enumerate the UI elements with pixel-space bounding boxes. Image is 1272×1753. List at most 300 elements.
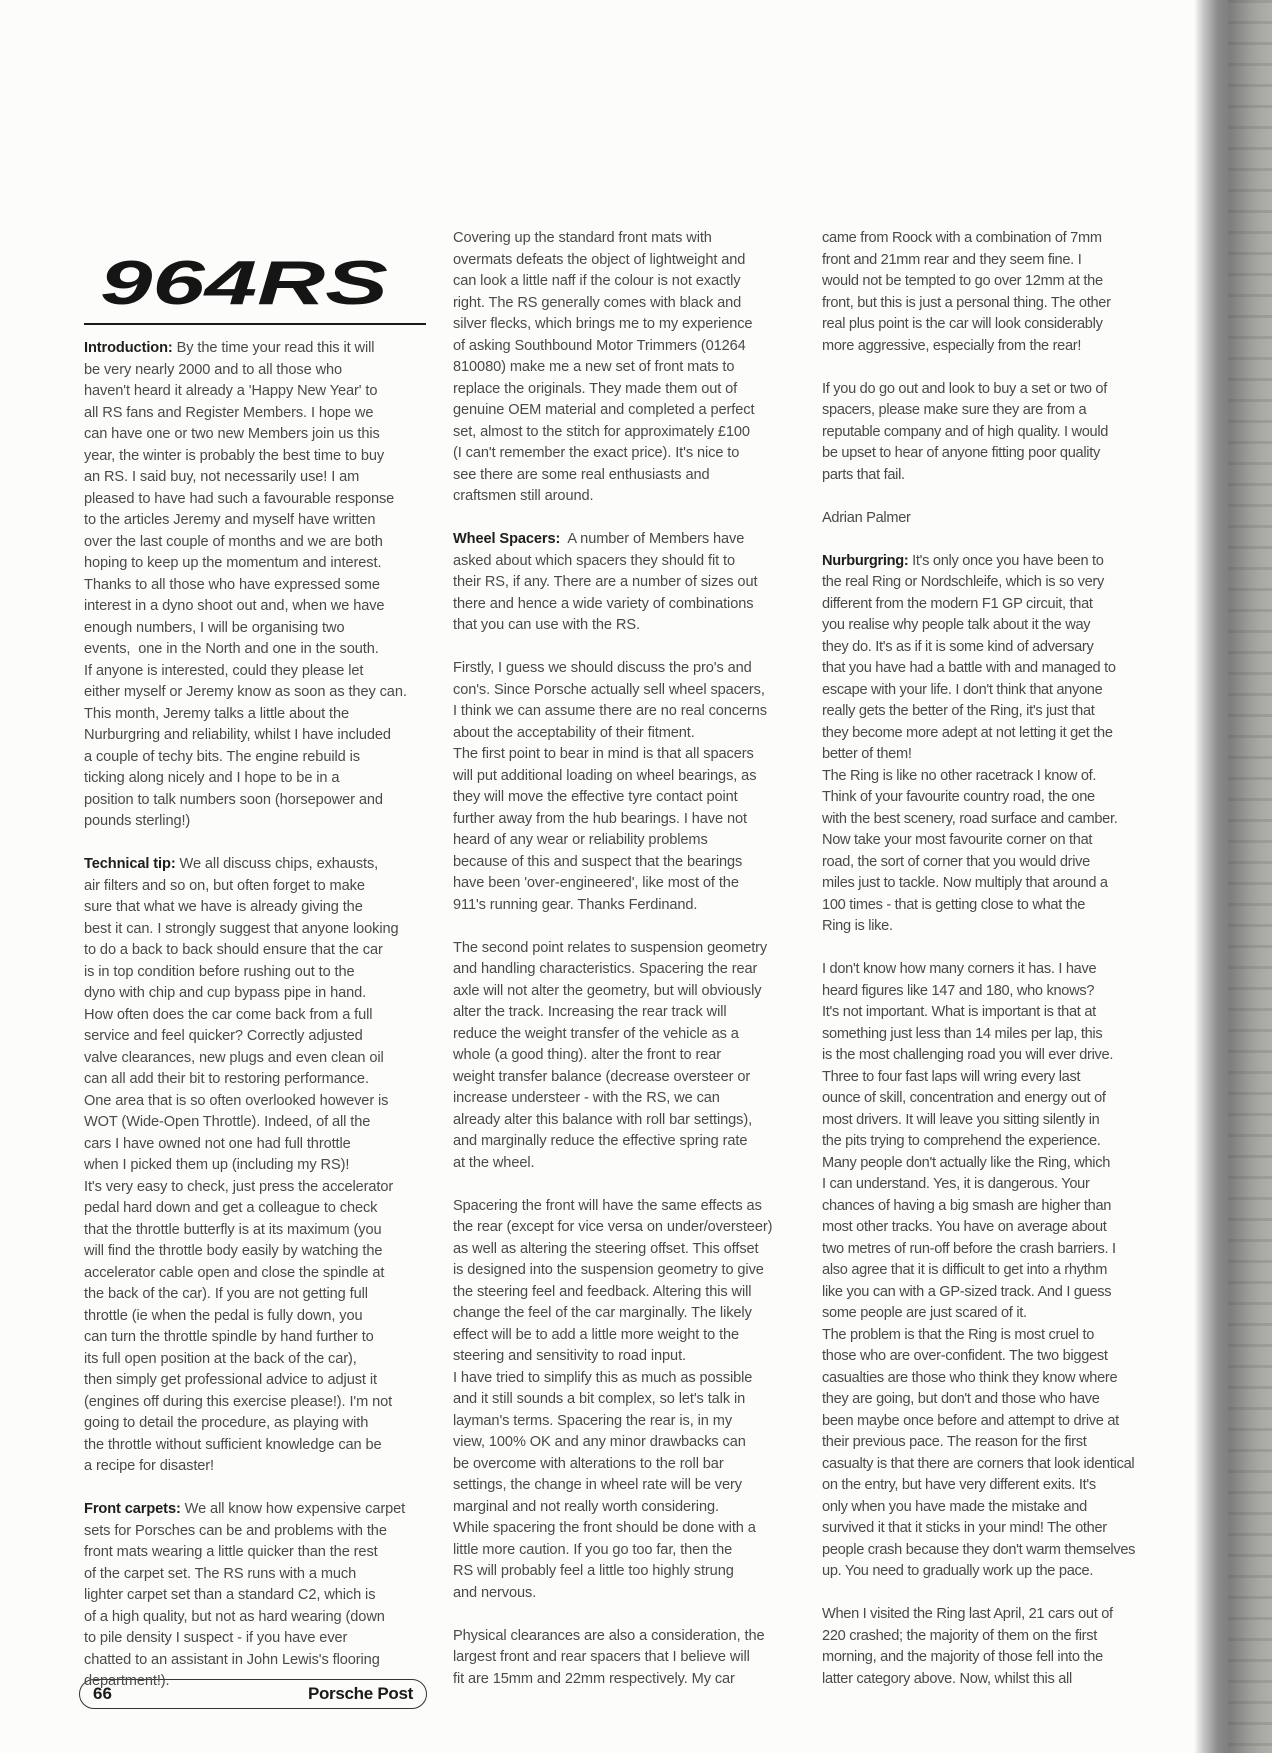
line-text: fit are 15mm and 22mm respectively. My car [453,1670,735,1687]
line-text: their previous pace. The reason for the first [822,1434,1087,1450]
text-line [453,422,798,444]
line-text: front mats wearing a little quicker than the rest [84,1544,378,1560]
line-text: sure that what we have is already giving the [84,899,363,915]
line-text: the real Ring or Nordschleife, which is so very [822,574,1104,590]
text-line [84,1564,429,1586]
text-line [84,1263,429,1285]
text-line [822,1325,1167,1347]
line-text: about the acceptability of their fitment. [453,724,695,741]
facing-page-edge [1228,0,1272,1753]
line-text: heard of any wear or reliability problems [453,832,708,848]
line-text: at the wheel. [453,1154,535,1171]
line-text: their RS, if any. There are a number of sizes out [453,574,758,590]
line-text: RS will probably feel a little too highly strung [453,1563,734,1579]
text-line [84,1198,429,1220]
text-line [453,1088,798,1110]
line-text: 810080) make me a new set of front mats to [453,359,735,375]
text-line [84,1542,429,1564]
line-text: can turn the throttle spindle by hand further to [84,1329,374,1345]
line-text: have been 'over-engineered', like most of the [453,875,739,891]
text-line [84,1607,429,1629]
text-line [453,336,798,358]
paragraph-spacer [84,1478,429,1500]
text-line [84,1327,429,1349]
text-line [822,1002,1167,1024]
text-line [84,704,429,726]
text-line [84,790,429,812]
line-text: I don't know how many corners it has. I have [822,961,1097,977]
line-text: also agree that it is difficult to get into a rhythm [822,1262,1108,1278]
text-line [453,1239,798,1261]
line-text: and it still sounds a bit complex, so let's talk in [453,1391,746,1407]
text-line [822,400,1167,422]
text-line [453,1217,798,1239]
text-line [453,465,798,487]
line-text: largest front and rear spacers that I believe will [453,1649,750,1665]
line-text: This month, Jeremy talks a little about the [84,705,349,722]
line-text: We all discuss chips, exhausts, [175,856,379,872]
line-text: increase understeer - with the RS, we can [453,1090,720,1106]
line-text: that you have had a battle with and managed to [822,660,1116,676]
text-line [822,594,1167,616]
line-text: effect will be to add a little more weight to the [453,1326,740,1343]
line-text: Firstly, I guess we should discuss the pro's and [453,660,752,676]
line-text: will find the throttle body easily by watching the [84,1243,383,1259]
text-line [84,1456,429,1478]
text-line [453,1647,798,1669]
text-line [822,379,1167,401]
text-line [822,658,1167,680]
paragraph-spacer [822,486,1167,508]
line-text: 220 crashed; the majority of them on the first [822,1627,1097,1644]
line-text: best it can. I strongly suggest that anyone looking [84,920,399,937]
text-line [453,1475,798,1497]
text-line [453,1260,798,1282]
text-line [84,618,429,640]
line-text: casualties are those who think they know where [822,1369,1118,1386]
line-text: Ring is like. [822,918,893,934]
line-text: position to talk numbers soon (horsepower and [84,791,383,808]
line-text: weight transfer balance (decrease oversteer or [453,1068,751,1085]
text-line [84,1048,429,1070]
line-text: Now take your most favourite corner on that [822,832,1093,848]
text-line [822,1626,1167,1648]
line-text: pleased to have had such a favourable response [84,490,395,507]
line-text: Thanks to all those who have expressed some [84,576,380,593]
line-text: morning, and the majority of those fell into the [822,1649,1103,1665]
text-line [84,811,429,833]
line-text: is designed into the suspension geometry to give [453,1262,764,1278]
text-line [453,1110,798,1132]
paragraph-spacer [453,916,798,938]
text-line [84,381,429,403]
section-heading: Wheel Spacers: [453,531,561,547]
line-text: survived it that it sticks in your mind! The other [822,1520,1107,1536]
line-text: service and feel quicker? Correctly adjusted [84,1028,363,1044]
line-text: Think of your favourite country road, the one [822,789,1095,805]
text-line [453,1561,798,1583]
line-text: is the most challenging road you will ever drive. [822,1047,1114,1063]
text-line [822,572,1167,594]
line-text: been maybe once before and attempt to drive at [822,1412,1119,1429]
text-line [84,1005,429,1027]
text-line [84,983,429,1005]
text-line [453,766,798,788]
line-text: throttle (ie when the pedal is fully down, you [84,1307,363,1324]
text-line [822,916,1167,938]
line-text: Three to four fast laps will wring every last [822,1068,1081,1085]
text-line [84,747,429,769]
line-text: It's not important. What is important is that at [822,1004,1096,1020]
text-line [453,1282,798,1304]
text-line [453,594,798,616]
line-text: cars I have owned not one had full throttle [84,1135,351,1152]
text-line [84,1284,429,1306]
text-line [822,1217,1167,1239]
text-line [822,1497,1167,1519]
text-line [84,467,429,489]
text-line [84,424,429,446]
text-line [84,661,429,683]
line-text: came from Roock with a combination of 7mm [822,230,1102,246]
text-line [822,680,1167,702]
text-line [822,873,1167,895]
line-text: its full open position at the back of the car), [84,1350,357,1367]
line-text: over the last couple of months and we are both [84,533,383,550]
text-line [822,314,1167,336]
text-line [453,959,798,981]
text-line [822,1131,1167,1153]
line-text: people crash because they don't warm themselves [822,1541,1136,1558]
text-line [84,1134,429,1156]
article-title-logo [96,246,396,316]
line-text: casualty is that there are corners that look identical [822,1455,1135,1472]
line-text: It's only once you have been to [908,552,1104,569]
text-line [453,1669,798,1691]
text-line [453,293,798,315]
text-line [453,486,798,508]
text-line [84,876,429,898]
text-line [84,489,429,511]
text-line [453,357,798,379]
text-line [822,1303,1167,1325]
text-line [822,637,1167,659]
text-line [822,1368,1167,1390]
text-line [84,553,429,575]
text-line [453,1303,798,1325]
line-text: will put additional loading on wheel bearings, as [453,767,757,784]
line-text: on the entry, but have very different exits. It's [822,1477,1096,1493]
text-line [453,873,798,895]
text-line [822,1153,1167,1175]
line-text: then simply get professional advice to adjust it [84,1372,377,1388]
line-text: different from the modern F1 GP circuit, that [822,595,1093,612]
text-line [822,1196,1167,1218]
text-line [84,1091,429,1113]
line-text: some people are just scared of it. [822,1305,1027,1321]
text-line [84,1671,429,1693]
line-text: When I visited the Ring last April, 21 cars out of [822,1606,1113,1622]
text-line [822,895,1167,917]
text-line [84,1306,429,1328]
line-text: accelerator cable open and close the spindle at [84,1264,385,1281]
text-line [84,768,429,790]
title-divider [84,323,426,325]
text-line [453,658,798,680]
text-line [822,723,1167,745]
text-line [453,379,798,401]
text-line [822,1110,1167,1132]
line-text: (engines off during this exercise please!). I'm not [84,1393,393,1410]
paragraph-spacer [822,938,1167,960]
text-line [822,1174,1167,1196]
text-line [453,830,798,852]
text-line [84,510,429,532]
line-text: overmats defeats the object of lightweight and [453,251,746,268]
line-text: real plus point is the car will look considerably [822,316,1103,332]
line-text: would not be tempted to go over 12mm at the [822,273,1103,289]
text-line [84,1112,429,1134]
text-line [822,250,1167,272]
line-text: a recipe for disaster! [84,1458,215,1474]
line-text: you realise why people talk about it the way [822,617,1091,633]
text-line [822,787,1167,809]
text-line [84,1155,429,1177]
line-text: when I picked them up (including my RS)! [84,1157,350,1173]
line-text: I have tried to simplify this as much as possible [453,1369,753,1386]
line-text: reputable company and of high quality. I would [822,423,1109,440]
text-line [453,1024,798,1046]
text-line [84,940,429,962]
line-text: lighter carpet set than a standard C2, which is [84,1587,376,1603]
text-line [84,682,429,704]
text-line [822,1088,1167,1110]
text-line [84,639,429,661]
line-text: valve clearances, new plugs and even clean oil [84,1049,384,1066]
line-text: It's very easy to check, just press the accelerator [84,1178,394,1195]
text-line [453,1196,798,1218]
line-text: alter the track. Increasing the rear track will [453,1004,727,1020]
text-line [453,981,798,1003]
line-text: miles just to tackle. Now multiply that around a [822,875,1108,891]
text-line [822,1067,1167,1089]
paragraph-spacer [453,1174,798,1196]
text-line [84,596,429,618]
text-line [84,575,429,597]
text-line [822,443,1167,465]
text-line [453,1325,798,1347]
text-line [822,1411,1167,1433]
text-line [84,338,429,360]
line-text: marginal and not really worth considering. [453,1498,719,1515]
text-line [84,1435,429,1457]
text-line [84,1069,429,1091]
line-text: they are going, but don't and those who have [822,1391,1100,1407]
line-text: The first point to bear in mind is that all spacers [453,746,754,762]
line-text: already alter this balance with roll bar settings), [453,1111,753,1128]
text-line [822,293,1167,315]
text-line [822,508,1167,530]
line-text: most other tracks. You have on average about [822,1219,1107,1235]
text-line [84,532,429,554]
line-text: Nurburgring and reliability, whilst I have included [84,727,391,743]
text-line [822,422,1167,444]
line-text: two metres of run-off before the crash barriers. I [822,1240,1116,1257]
line-text: of the carpet set. The RS runs with a much [84,1565,357,1582]
text-line [822,1518,1167,1540]
line-text: to do a back to back should ensure that the car [84,942,383,958]
line-text: can have one or two new Members join us this [84,426,380,442]
paragraph-spacer [822,1583,1167,1605]
line-text: there and hence a wide variety of combinations [453,595,754,612]
line-text: By the time your read this it will [172,340,375,356]
line-text: those who are over-confident. The two biggest [822,1348,1108,1364]
magazine-name: Porsche Post [307,1684,413,1703]
text-line [822,852,1167,874]
page-number: 66 [93,1684,112,1703]
line-text: year, the winter is probably the best time to buy [84,447,385,464]
line-text: front and 21mm rear and they seem fine. I [822,251,1082,268]
line-text: all RS fans and Register Members. I hope we [84,404,374,421]
text-line [822,1647,1167,1669]
line-text: see there are some real enthusiasts and [453,466,710,483]
line-text: 100 times - that is getting close to what the [822,896,1086,913]
text-line [453,400,798,422]
line-text: silver flecks, which brings me to my experience [453,316,753,332]
line-text: that the throttle butterfly is at its maximum (you [84,1221,382,1238]
line-text: WOT (Wide-Open Throttle). Indeed, of all the [84,1114,371,1130]
paragraph-spacer [84,833,429,855]
line-text: most drivers. It will leave you sitting silently in [822,1111,1100,1128]
line-text: ticking along nicely and I hope to be in a [84,770,340,786]
line-text: reduce the weight transfer of the vehicle as a [453,1025,739,1042]
text-line [84,1177,429,1199]
line-text: something just less than 14 miles per lap, this [822,1025,1103,1042]
text-line [822,766,1167,788]
text-line [822,1282,1167,1304]
text-line [453,1002,798,1024]
line-text: they become more adept at not letting it get the [822,724,1113,741]
text-line [453,1131,798,1153]
text-line [822,1260,1167,1282]
line-text: chatted to an assistant in John Lewis's flooring [84,1651,380,1668]
text-line [453,680,798,702]
text-line [822,228,1167,250]
line-text: and nervous. [453,1584,537,1601]
text-line [822,830,1167,852]
text-line [84,1392,429,1414]
text-line [822,1045,1167,1067]
line-text: While spacering the front should be done with a [453,1520,756,1536]
text-line [453,1626,798,1648]
text-line [84,1370,429,1392]
line-text: Adrian Palmer [822,509,911,526]
text-line [453,895,798,917]
text-line [822,465,1167,487]
section-heading: Nurburgring: [822,552,909,569]
line-text: and handling characteristics. Spacering the rear [453,961,758,977]
line-text: latter category above. Now, whilst this all [822,1670,1072,1687]
line-text: 911's running gear. Thanks Ferdinand. [453,896,698,913]
text-line [822,1432,1167,1454]
line-text: We all know how expensive carpet [180,1501,406,1517]
line-text: an RS. I said buy, not necessarily use! I am [84,469,360,485]
line-text: genuine OEM material and completed a perfect [453,402,755,418]
text-line [84,1220,429,1242]
line-text: heard figures like 147 and 180, who knows? [822,982,1095,999]
line-text: either myself or Jeremy know as soon as they can. [84,684,407,700]
text-line [84,403,429,425]
line-text: be overcome with alterations to the roll bar [453,1455,724,1472]
line-text: replace the originals. They made them out of [453,380,738,397]
text-line [822,959,1167,981]
text-line [822,551,1167,573]
line-text: I can understand. Yes, it is dangerous. Your [822,1176,1090,1192]
line-text: and marginally reduce the effective spring rate [453,1133,748,1149]
line-text: further away from the hub bearings. I have not [453,810,747,827]
text-line [84,1585,429,1607]
line-text: escape with your life. I don't think that anyone [822,681,1103,698]
text-line [453,744,798,766]
line-text: up. You need to gradually work up the pace. [822,1563,1094,1579]
text-line [822,1454,1167,1476]
line-text: the steering feel and feedback. Altering this will [453,1283,752,1300]
line-text: they do. It's as if it is some kind of adversary [822,638,1094,655]
text-line [822,615,1167,637]
article-column-1 [84,338,429,1693]
text-line [822,1024,1167,1046]
line-text: like you can with a GP-sized track. And I guess [822,1283,1112,1300]
line-text: Covering up the standard front mats with [453,230,712,246]
line-text: whole (a good thing). alter the front to rear [453,1047,722,1063]
text-line [453,1454,798,1476]
line-text: the throttle without sufficient knowledge can be [84,1436,382,1453]
text-line [84,919,429,941]
line-text: layman's terms. Spacering the rear is, in my [453,1412,733,1429]
text-line [822,1604,1167,1626]
line-text: more aggressive, especially from the rear! [822,337,1082,354]
text-line [84,1628,429,1650]
text-line [453,1045,798,1067]
line-text: steering and sensitivity to road input. [453,1348,686,1364]
text-line [84,1650,429,1672]
line-text: spacers, please make sure they are from a [822,402,1087,418]
line-text: the pits trying to comprehend the experience. [822,1133,1101,1149]
paragraph-spacer [453,637,798,659]
section-heading: Front carpets: [84,1501,181,1517]
line-text: to pile density I suspect - if you have ever [84,1630,348,1646]
line-text: change the feel of the car marginally. The likely [453,1305,752,1321]
line-text: sets for Porsches can be and problems with the [84,1522,387,1539]
text-line [84,1413,429,1435]
line-text: with the best scenery, road surface and camber. [822,810,1118,827]
text-line [822,1475,1167,1497]
text-line [453,701,798,723]
line-text: set, almost to the stitch for approximately £100 [453,423,750,440]
text-line [822,981,1167,1003]
text-line [822,1540,1167,1562]
text-line [453,1368,798,1390]
line-text: If anyone is interested, could they please let [84,662,364,679]
line-text: the rear (except for vice versa on under/oversteer) [453,1219,773,1235]
text-line [453,228,798,250]
text-line [453,1497,798,1519]
text-line [84,446,429,468]
text-line [84,360,429,382]
text-line [453,1540,798,1562]
section-heading: Technical tip: [84,856,176,872]
line-text: enough numbers, I will be organising two [84,619,345,636]
